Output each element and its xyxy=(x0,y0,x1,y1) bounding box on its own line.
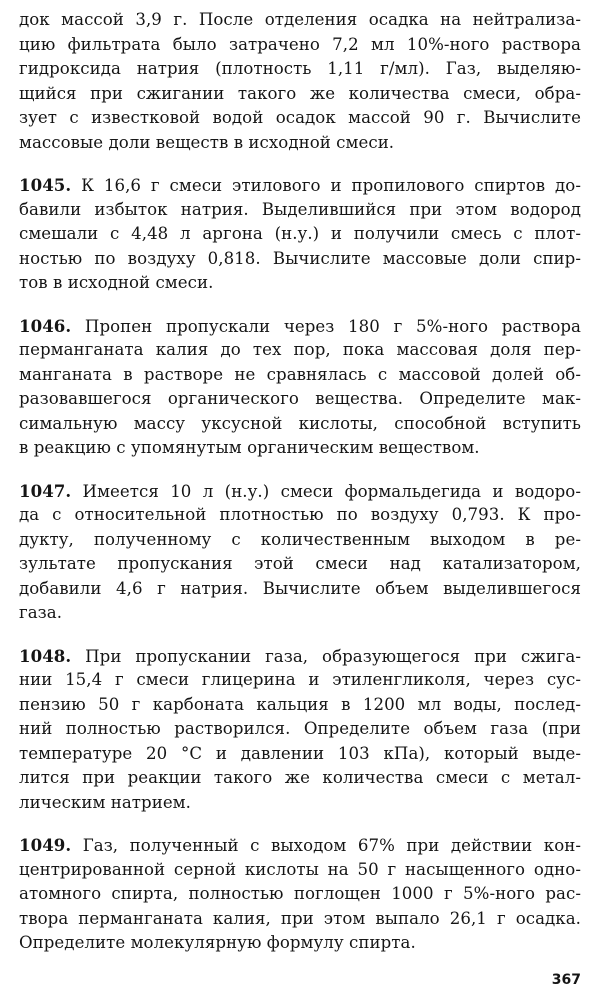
text-line: лится при реакции такого же количества смеси с метал- xyxy=(19,768,581,787)
text-line xyxy=(19,173,581,198)
problem-1046 xyxy=(19,314,581,461)
text-line: зультате пропускания этой смеси над катализатором, xyxy=(19,554,581,573)
text-line: добавили 4,6 г натрия. Вычислите объем выделившегося xyxy=(19,578,581,598)
problem-text: К 16,6 г смеси этилового и пропилового спиртов до- xyxy=(71,176,581,195)
text-line: нии 15,4 г смеси глицерина и этиленгликоля, через сус- xyxy=(19,670,581,689)
problem-number: 1045. xyxy=(19,175,72,195)
text-line: дукту, полученному с количественным выходом в ре- xyxy=(19,529,581,549)
text-line: перманганата калия до тех пор, пока массовая доля пер- xyxy=(19,340,581,359)
page-number: 367 xyxy=(551,972,581,988)
problem-1048 xyxy=(19,644,581,816)
problem-text: Имеется 10 л (н.у.) смеси формальдегида и водоро- xyxy=(71,481,581,501)
text-line: цию фильтрата было затрачено 7,2 мл 10%-ного раствора xyxy=(19,34,581,54)
problem-1049 xyxy=(19,833,581,956)
text-line xyxy=(19,644,581,669)
text-line: пензию 50 г карбоната кальция в 1200 мл воды, послед- xyxy=(19,694,581,714)
problem-1047 xyxy=(19,479,581,626)
text-line: ностью по воздуху 0,818. Вычислите массовые доли спир- xyxy=(19,248,581,268)
problem-number: 1048. xyxy=(19,645,72,666)
text-line: манганата в растворе не сравнялась с массовой долей об- xyxy=(19,364,581,384)
paragraph-continuation xyxy=(19,8,581,155)
text-line: щийся при сжигании такого же количества смеси, обра- xyxy=(19,83,581,103)
problem-text: Пропен пропускали через 180 г 5%-ного раствора xyxy=(71,316,581,336)
text-line: массовые доли веществ в исходной смеси. xyxy=(19,132,395,152)
text-line: гидроксида натрия (плотность 1,11 г/мл). Газ, выделяю- xyxy=(19,59,581,78)
text-line xyxy=(19,479,581,504)
text-line: Определите молекулярную формулу спирта. xyxy=(19,933,416,952)
problem-number: 1046. xyxy=(19,315,72,336)
problem-text: При пропускании газа, образующегося при сжига- xyxy=(71,646,581,666)
text-line: смешали с 4,48 л аргона (н.у.) и получили смесь с плот- xyxy=(19,224,581,243)
text-line xyxy=(19,314,581,339)
text-line xyxy=(19,833,581,858)
text-line: док массой 3,9 г. После отделения осадка на нейтрализа- xyxy=(19,10,581,29)
problem-number: 1049. xyxy=(19,835,72,855)
text-line: тов в исходной смеси. xyxy=(19,273,214,292)
page-body xyxy=(19,8,581,956)
text-line: ний полностью растворился. Определите объем газа (при xyxy=(19,719,581,738)
text-line: атомного спирта, полностью поглощен 1000 г 5%-ного рас- xyxy=(19,884,581,903)
text-line: газа. xyxy=(19,603,63,622)
text-line: разовавшегося органического вещества. Определите мак- xyxy=(19,389,581,408)
text-line: в реакцию с упомянутым органическим веществом. xyxy=(19,438,480,457)
problem-number: 1047. xyxy=(19,480,72,501)
text-line: зует с известковой водой осадок массой 90 г. Вычислите xyxy=(19,108,581,127)
text-line: бавили избыток натрия. Выделившийся при этом водород xyxy=(19,199,581,219)
text-line: температуре 20 °С и давлении 103 кПа), который выде- xyxy=(19,743,581,763)
text-line: центрированной серной кислоты на 50 г насыщенного одно- xyxy=(19,859,581,879)
text-line: лическим натрием. xyxy=(19,792,191,812)
text-line: твора перманганата калия, при этом выпало 26,1 г осадка. xyxy=(19,908,581,928)
problem-1045 xyxy=(19,173,581,296)
text-line: симальную массу уксусной кислоты, способной вступить xyxy=(19,413,581,433)
problem-text: Газ, полученный с выходом 67% при действии кон- xyxy=(71,836,581,855)
text-line: да с относительной плотностью по воздуху 0,793. К про- xyxy=(19,505,581,524)
